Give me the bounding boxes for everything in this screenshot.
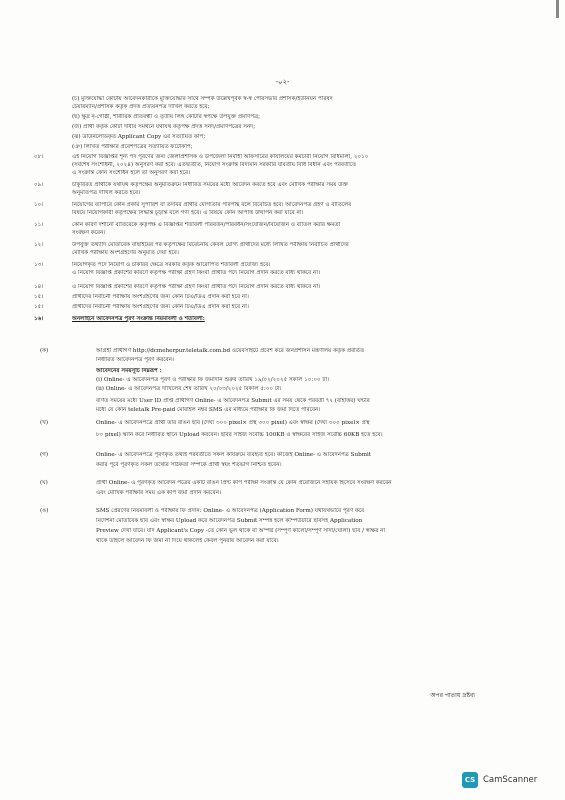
item-number: ০৯। — [34, 182, 44, 188]
schedule-title: আবেদনের সময়সূচি নিম্নরূপ : — [96, 368, 162, 374]
continued-note: অপর পাতায় দ্রষ্টব্য — [430, 692, 475, 699]
item-text: উপর্যুক্ত তথ্যাদি মোতাবেক বাছাইয়ের পর কর্তৃপক্ষের বিবেচনায় কেবল যোগ্য প্রার্থীদের মধ্যে লিখিত পরীক্ষায় নির্বাচিত প্রার্থীদের — [72, 242, 349, 248]
sub-g-text: করার পূর্বে পূরণকৃত সকল তথ্যের সঠিকতা সম্পর্কে প্রার্থী স্বয়ং শতভাগ নিশ্চিত হবেন। — [96, 462, 282, 468]
item-text: বিষয়ে নিয়োগকারী কর্তৃপক্ষের সিদ্ধান্ত চূড়ান্ত বলে গণ্য হবে। এ বিষয়ে কোন আপত্তি উত্থাপন করা যাবে না। — [72, 210, 304, 216]
section-number: ১৬। — [34, 316, 44, 322]
sub-k-text: বর্ণিত সময়ের মধ্যে User ID প্রাপ্ত প্রার্থীগণ Online- এ আবেদনপত্র Submit এর সময় থেকে পরবর্তী ৭২ (বাহাত্তর) ঘন্টার — [96, 398, 370, 404]
sub-ng: (ঙ) — [40, 508, 49, 514]
schedule-item: (i) Online- এ আবেদনপত্র পূরণ ও পরীক্ষার ফি জমাদান শুরুর তারিখ ১৯/০২/২০২৫ সকাল ১০:০০ টা। — [96, 377, 330, 383]
sub-ng-text: Preview দেখা যাবে। যদি Applicant's Copy -তে কোন ভুল থাকে বা অস্পষ্ট (সম্পূর্ণ কালো/সম্পূর্ণ সাদা/ঘোলা) ছবি / স্বাক্ষর না — [96, 528, 386, 534]
item-number: ১৫। — [34, 304, 44, 310]
sub-k-text: নির্ধারিত আবেদনপত্র পূরণ করবেন। — [96, 357, 174, 363]
item-number: ১৩। — [34, 262, 44, 268]
clause-ch: (চ) মুক্তিযোদ্ধা কোটায় আবেদনকারীকে মুক্তিযোদ্ধার সাথে সম্পর্ক উল্লেখপূর্বক স্ব-স্ব পৌরসভার প্রশাসক/ইউনিয়ন পরিষদ — [72, 96, 333, 102]
scan-mark — [556, 0, 559, 18]
item-text: প্রার্থীদের নির্বাচনী পরীক্ষায় অংশগ্রহণের জন্য কোন টিএ/ডিএ প্রদান করা হবে না। — [72, 304, 249, 310]
item-number: ১৫। — [34, 294, 44, 300]
sub-k: (ক) — [40, 348, 49, 354]
item-text: এই নিয়োগ বিজ্ঞপ্তির শূন্য পদ পূরণের জন্য জেলাপ্রশাসক ও উপজেলা নির্বাহী অফিসারের কার্যালয়ের কর্মচারী নিয়োগ বিধিমালা, ২০১০ — [72, 154, 369, 160]
item-number: ১৪। — [34, 284, 44, 290]
sub-gh-text: এবং মৌখিক পরীক্ষার সময় এক কপি জমা প্রদান করবেন। — [96, 490, 221, 496]
item-text: অনুমতিপত্র দাখিল করতে হবে। — [72, 190, 141, 196]
schedule-item: (ii) Online- এ আবেদনপত্র দাখিলের শেষ তারিখ ২০/০৩/২০২৫ বিকাল ৫:০০ টা। — [96, 386, 282, 392]
sub-gh: (ঘ) — [40, 480, 48, 486]
clause-n: (ঞ) লিখিত পরীক্ষার প্রবেশপত্রের সত্যায়িত ফটোকপি; — [72, 144, 193, 150]
item-text: কোন কারণ দর্শানো ব্যতিরেকে কর্তৃপক্ষ এ বিজ্ঞপ্তির শর্তাবলী পরিবর্তন/পরিবর্ধন/সংযোজন/বিয়োজন ও বাতিল করার ক্ষমতা — [72, 222, 341, 228]
sub-g: (গ) — [40, 452, 49, 458]
clause-chh: (ছ) ক্ষুদ্র নৃ-গোষ্ঠী, শারীরিক প্রতিবন্ধী ও তৃতীয় লিঙ্গ কোটার স্বপক্ষে উপযুক্ত প্রমাণপত্র; — [72, 114, 260, 120]
item-text: নিয়োগের ব্যাপারে কোন প্রকার সুপারিশ বা তদবির প্রার্থীর যোগ্যতার পরিপন্থি বলে বিবেচিত হবে। আবেদনপত্র গ্রহণ ও বাতিলের — [72, 202, 352, 208]
sub-gh-text: প্রার্থী Online- এ পূরণকৃত আবেদন পত্রের একটি রঙিন প্রিন্ট কপি পরীক্ষা সংক্রান্ত যে কোন প্রয়োজনে সহায়ক হিসেবে সংরক্ষণ করবেন — [96, 480, 392, 486]
page-number: -০২- — [275, 78, 290, 86]
item-number: ০৮। — [34, 154, 44, 160]
sub-kh: (খ) — [40, 420, 49, 426]
item-number: ১২। — [34, 242, 44, 248]
sub-ng-text: থাকে তাহলে আবেদন ফি জমা না দিয়ে থাকলেই কেবল পুনরায় আবেদন করা যাবে। — [96, 538, 279, 544]
item-text: (সর্বশেষ সংশোধনী, ২০২৪) অনুসরণ করা হবে। এতদ্ব্যতীত, নিয়োগ সংক্রান্ত বিদ্যমান সরকারি যাবতীয় বিধি বিধান এবং পরবর্তীতে — [72, 162, 357, 168]
sub-g-text: Online- এ আবেদনপত্রে পূরণকৃত তথ্যই পরবর্তীতে সকল কার্যক্রমে ব্যবহৃত হবে। কাজেই Online- এ আবেদনপত্র Submit — [96, 452, 372, 458]
sub-ng-text: নির্দেশনা মোতাবেক ছবি এবং স্বাক্ষর Upload করে আবেদনপত্র Submit সম্পন্ন হলে কম্পিউটারে ছবিসহ Application — [96, 518, 363, 524]
item-number: ১১। — [34, 222, 44, 228]
sub-k-text: আগ্রহী প্রার্থীগণ http://dcmeherpur.teletalk.com.bd ওয়েবসাইটে প্রবেশ করে জনপ্রশাসন মন্ত্রণালয় কর্তৃক প্রবর্তিত — [96, 348, 365, 354]
item-text: এ নিয়োগ বিজ্ঞপ্তি প্রকাশের কারণে কর্তৃপক্ষ পরীক্ষা গ্রহণ কিংবা প্রার্থীত পদে নিয়োগ প্রদান করতে বাধ্য থাকবে না। — [72, 270, 321, 276]
clause-j: (জ) প্রার্থী কর্তৃক কোটা দাবীর সমর্থনে যথাযথ কর্তৃপক্ষ প্রদত্ত সনদ/প্রমাণপত্রের সনদ; — [72, 124, 256, 130]
item-text: এ সংক্রান্ত কোন সংশোধন হলে তা অনুসরণ করা হবে। — [72, 170, 191, 176]
item-number: ১০। — [34, 202, 44, 208]
sub-kh-text: Online- এ আবেদনপত্রে প্রার্থী তার রঙিন ছবি (দৈর্ঘ্য ৩০০ pixel× প্রস্থ ৩০০ pixel) এবং স্বাক্ষর (দৈর্ঘ্য ৩০০ pixel× প্রস্থ — [96, 420, 370, 426]
camscanner-text: CamScanner — [483, 775, 538, 785]
camscanner-logo: CS — [462, 772, 478, 788]
sub-ng-text: SMS প্রেরণের নিয়মাবলী ও পরীক্ষার ফি প্রদান: Online- এ আবেদনপত্র (Application Form) যথাযথভাবে পূরণ করে — [96, 508, 365, 514]
clause-ch-cont: চেয়ারম্যান/প্রশাসক কর্তৃক প্রদত্ত প্রত্যয়নপত্র দাখিল করতে হবে; — [72, 104, 210, 110]
item-text: নিয়োগকৃত পদে নিয়োগ ও চাকরির ক্ষেত্রে সরকার কর্তৃক আরোপিত শর্তাবলী প্রযোজ্য হবে। — [72, 262, 271, 268]
sub-kh-text: ৮০ pixel) স্ক্যান করে নির্ধারিত স্থানে Upload করবেন। ছবির সাইজ সর্বোচ্চ 100KB ও স্বাক্ষরের সাইজ সর্বোচ্চ 60KB হতে হবে। — [96, 432, 383, 438]
clause-jh: (ঝ) ডাউনলোডকৃত Applicant Copy এর সত্যায়িত কপি; — [72, 134, 206, 140]
item-text: এ নিয়োগ বিজ্ঞপ্তি প্রকাশের কারণে কর্তৃপক্ষ পরীক্ষা গ্রহণ কিংবা প্রার্থীত পদে নিয়োগ প্রদান করতে বাধ্য থাকবে না। — [72, 284, 321, 290]
item-text: প্রার্থীদের নির্বাচনী পরীক্ষায় অংশগ্রহণের জন্য কোন টিএ/ডিএ প্রদান করা হবে না। — [72, 294, 249, 300]
section-heading: অনলাইনে আবেদনপত্র পূরণ সংক্রান্ত নিয়মাবলী ও শর্তাবলী: — [72, 316, 205, 322]
item-text: চাকুরিরত প্রার্থীকে যথাযথ কর্তৃপক্ষের অনুমতিক্রমে নির্ধারিত সময়ের মধ্যে আবেদন করতে হবে এবং মৌখিক পরীক্ষার সময় উক্ত — [72, 182, 349, 188]
item-text: সংরক্ষণ করেন। — [72, 230, 106, 236]
sub-k-text: মধ্যে যে কোন teletalk Pre-paid মোবাইল নম্বর SMS এর মাধ্যমে পরীক্ষার ফি জমা দিতে পারবেন। — [96, 407, 321, 413]
item-text: মৌখিক পরীক্ষায় অংশগ্রহণের অনুমতি দেয়া হবে। — [72, 250, 179, 256]
